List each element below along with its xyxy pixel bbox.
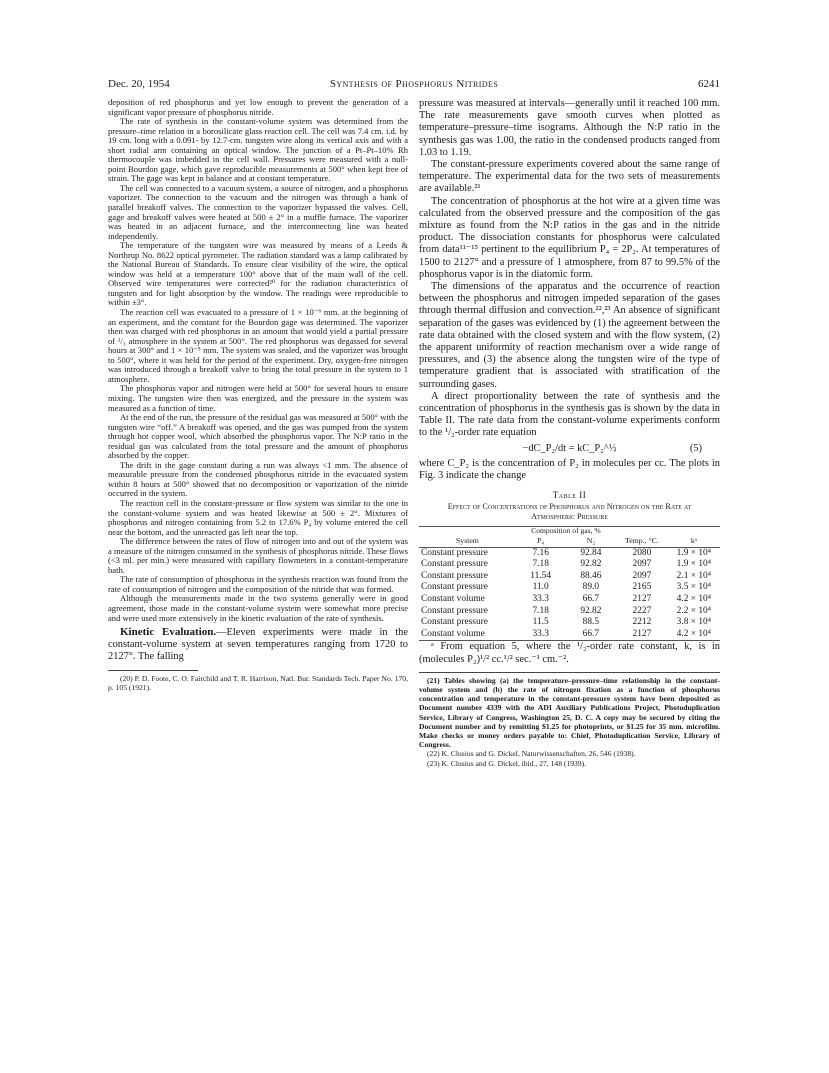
table-cell: 3.8 × 10⁴ (676, 617, 711, 628)
table-cell: 88.5 (582, 617, 600, 628)
left-paragraph: The cell was connected to a vacuum system, a source of nitrogen, and a phosphorus vaporizer. The connection to the vacuum and the nitrogen was through a bank of parallel breakoff valves. The connection to the vaporizer bypassed the valves. Cell, gage and breakoff valves were heated at 500 ± 2° in a muffle furnace. The vaporizer was heated in an adjacent furnace, and the interconnecting line was heated independently. (108, 182, 408, 241)
left-paragraph: The rate of consumption of phosphorus in the synthesis reaction was found from the rate of consumption of nitrogen and the composition of the nitride that was formed. (108, 574, 408, 594)
left-paragraph: The reaction cell in the constant-pressure or flow system was similar to the one in the constant-volume system and was heated likewise at 500 ± 2°. Mixtures of phosphorus and nitrogen containing from 5.2 to 17.6% P₄ by volume entered the cell near the bottom, and the unreacted gas left near the top. (108, 497, 408, 537)
right-paragraph: A direct proportionality between the rate of synthesis and the concentration of phosphorus in the synthesis gas is shown by the data in Table II. The rate data from the constant-volume experiments conform to the ¹/₂-order rate equation (419, 390, 720, 439)
table-label: Table II (552, 490, 587, 501)
table-row (419, 606, 720, 618)
table-cell: 33.3 (516, 629, 566, 641)
table-cell: 2097 (632, 570, 652, 581)
table-cell: 2127 (632, 594, 652, 605)
footnote-22: (22) K. Clusius and G. Dickel, Naturwissenschaften, 26, 546 (1938). (427, 749, 636, 759)
column-header: System (419, 535, 516, 547)
left-paragraph: Although the measurements made in the two systems generally were in good agreement, those made in the constant-volume system were somewhat more precise and were used more extensively in the kinetic evaluation of the rate of synthesis. (108, 593, 408, 623)
table-cell: 2.2 × 10⁴ (676, 605, 711, 616)
table-cell: 2.1 × 10⁴ (676, 570, 711, 581)
left-paragraph: The temperature of the tungsten wire was measured by means of a Leeds & Northrup No. 8622 optical pyrometer. The radiation standard was a lamp calibrated by the National Bureau of Standards. To ensure clear visibility of the wire, the optical window was held at a temperature 100° above that of the main wall of the cell. Observed wire temperatures were corrected²⁰ for the radiation characteristics of tungsten and for light absorption by the window. The readings were reproducible to within ±3°. (108, 240, 408, 308)
kinetic-evaluation-text: —Eleven experiments were made in the constant-volume system at seven temperatures ranging from 1720 to 2127°. The falling (108, 627, 408, 663)
table-caption: Effect of Concentrations of Phosphorus and Nitrogen on the Rate at Atmospheric Pressure (447, 502, 692, 522)
table-cell: 89.0 (582, 582, 600, 593)
table-cell: 2227 (632, 605, 652, 616)
left-paragraph: The difference between the rates of flow of nitrogen into and out of the system was a measure of the nitrogen consumed in the synthesis of phosphorus nitride. These flows (<3 ml. per min.) were measured with capillary flowmeters in a constant-temperature bath. (108, 536, 408, 575)
right-column (419, 98, 720, 768)
header-date: Dec. 20, 1954 (108, 78, 170, 90)
table-cell: Constant pressure (421, 559, 488, 570)
rate-equation-text: −dC_P₂/dt = kC_P₂^½ (522, 442, 617, 454)
table-footnote: ᵃ From equation 5, where the ¹/₂-order rate constant, k, is in (molecules P₂)¹/² cc.¹/² sec.⁻¹ cm.⁻². (419, 641, 720, 665)
table-header-row (419, 535, 720, 547)
table-row (419, 629, 720, 641)
footnote-21: (21) Tables showing (a) the temperature–pressure–time relationship in the constant-volume system and (b) the rate of nitrogen fixation as a function of phosphorus concentration and temperature in the constant-pressure system have been deposited as Document number 4339 with the ADI Auxiliary Publications Project, Photoduplication Service, Library of Congress, Washington 25, D. C. A copy may be secured by citing the Document number and by remitting $1.25 for photoprints, or $1.25 for 35 mm. microfilm. Make checks or money orders payable to: Chief, Photoduplication Service, Library of Congress. (419, 675, 720, 750)
table-cell: 11.0 (532, 582, 549, 593)
table-cell: 1.9 × 10⁴ (676, 559, 711, 570)
table-row (419, 547, 720, 559)
footnote-divider (419, 672, 720, 673)
table-row (419, 617, 720, 629)
footnote-23: (23) K. Clusius and G. Dickel, ibid., 27, 148 (1939). (427, 758, 587, 768)
table-cell: 7.18 (532, 559, 549, 570)
rate-equation (419, 442, 720, 456)
table-cell: 11.54 (530, 570, 552, 581)
page-number: 6241 (698, 78, 720, 90)
composition-header: Composition of gas, % (516, 527, 616, 536)
table-row (419, 559, 720, 571)
right-paragraph: The constant-pressure experiments covered about the same range of temperature. The experimental data for the two sets of measurements are available.²¹ (419, 159, 720, 195)
table-cell: 1.9 × 10⁴ (676, 547, 711, 558)
table-cell: Constant volume (421, 594, 485, 605)
equation-number: (5) (689, 442, 702, 454)
table-row (419, 594, 720, 606)
right-paragraph: The concentration of phosphorus at the hot wire at a given time was calculated from the observed pressure and the composition of the gas mixture as found from the N:P ratios in the gas and in the nitride product. The dissociation constants for phosphorus were calculated from data¹¹⁻¹⁵ pertinent to the equilibrium P₄ = 2P₂. At temperatures of 1500 to 2127° and a pressure of 1 atmosphere, from 87 to 99.5% of the phosphorus vapor is in the diatomic form. (419, 195, 720, 280)
table-cell: 2080 (632, 547, 652, 558)
table-cell: 66.7 (566, 629, 617, 641)
right-paragraph: pressure was measured at intervals—generally until it reached 100 mm. The rate measurements gave smooth curves when plotted as temperature–pressure–time isograms. Although the N:P ratio in the synthesis gas was 1.00, the ratio in the condensed products ranged from 1.03 to 1.19. (419, 98, 720, 158)
table-cell: 4.2 × 10⁴ (668, 629, 720, 641)
left-paragraph: The phosphorus vapor and nitrogen were held at 500° for several hours to ensure mixing. The tungsten wire then was energized, and the pressure in the system was measured as a function of time. (108, 383, 408, 413)
table-cell: 4.2 × 10⁴ (676, 594, 711, 605)
left-column (108, 98, 408, 692)
table-cell: 3.5 × 10⁴ (676, 582, 711, 593)
kinetic-evaluation-heading: Kinetic Evaluation. (120, 626, 217, 639)
table-cell: 2165 (632, 582, 652, 593)
table-cell: 92.82 (580, 559, 602, 570)
table-cell: 88.46 (580, 570, 602, 581)
table-cell: 92.82 (580, 605, 602, 616)
column-header: P₄ (516, 535, 566, 547)
table-cell: Constant pressure (421, 570, 488, 581)
table-cell: 7.18 (532, 605, 549, 616)
table-cell: 92.84 (580, 547, 602, 558)
left-paragraph: deposition of red phosphorus and yet low enough to prevent the generation of a significant vapor pressure of phosphorus nitride. (108, 97, 408, 117)
column-header: kᵃ (668, 535, 720, 547)
right-paragraph: where C_P₂ is the concentration of P₂ in molecules per cc. The plots in Fig. 3 indicate the change (419, 457, 720, 481)
right-paragraph: The dimensions of the apparatus and the occurrence of reaction between the phosphorus and nitrogen impeded separation of the gases through thermal diffusion and convection.²²,²³ An absence of significant separation of the gases was evidenced by (1) the agreement between the rate data obtained with the closed system and with the flow system, (2) the apparent uniformity of reaction mechanism over a wide range of pressures, and (3) the absence along the tungsten wire of the type of temperature gradient that is associated with stratification of the surrounding gases. (419, 281, 720, 390)
table-cell: Constant pressure (421, 605, 488, 616)
table-cell: 66.7 (582, 594, 600, 605)
left-paragraph: The rate of synthesis in the constant-volume system was determined from the pressure–time relation in a borosilicate glass reaction cell. The cell was 7.4 cm. i.d. by 19 cm. long with a 0.091- by 12.7-cm. tungsten wire along its vertical axis and with a short radial arm containing an optical window. The junction of a Pt–Pt–10% Rh thermocouple was imbedded in the cell wall. Pressures were measured with a null-point Bourdon gage, which gave reproducible measurements at 500° when kept free of strain. The gage was kept in balance and at constant temperature. (108, 116, 408, 184)
table-cell: 33.3 (532, 594, 549, 605)
footnote-20: (20) P. D. Foote, C. O. Fairchild and T. R. Harrison, Natl. Bur. Standards Tech. Paper No. 170, p. 105 (1921). (108, 673, 408, 692)
table-cell: Constant pressure (421, 617, 488, 628)
left-paragraph: The reaction cell was evacuated to a pressure of 1 × 10⁻⁶ mm. at the beginning of an experiment, and the constant for the Bourdon gage was determined. The vaporizer then was charged with red phosphorus in an amount that would yield a partial pressure of ¹/₃ atmosphere in the system at 500°. The red phosphorus was degassed for several hours at 300° and 1 × 10⁻⁵ mm. The system was sealed, and the vaporizer was brought to 500°, where it was held for the period of the experiment. Dry, oxygen-free nitrogen was introduced through a breakoff valve to bring the total pressure in the system to 1 atmosphere. (108, 307, 408, 384)
left-paragraph: At the end of the run, the pressure of the residual gas was measured at 500° with the tungsten wire “off.” A breakoff was opened, and the gas was pumped from the system through hot copper wool, which absorbed the phosphorus vapor. The N:P ratio in the residual gas was calculated from the total pressure and the amount of phosphorus absorbed by the copper. (108, 412, 408, 461)
table-cell: Constant volume (419, 629, 516, 641)
running-header (108, 78, 720, 92)
table-row (419, 571, 720, 583)
column-header: Temp., °C. (616, 535, 668, 547)
footnote-divider (108, 670, 198, 671)
table-cell: 2097 (632, 559, 652, 570)
data-table (419, 526, 720, 641)
table-row (419, 582, 720, 594)
left-paragraph: The drift in the gage constant during a run was always <1 mm. The absence of measurable pressure from the condensed phosphorus nitride in the evacuated system within 8 hours at 500° showed that no decomposition or vaporization of the nitride occurred in the system. (108, 459, 408, 499)
table-cell: Constant pressure (421, 582, 488, 593)
table-cell: 7.16 (532, 547, 549, 558)
table-cell: 2127 (616, 629, 668, 641)
kinetic-evaluation-paragraph (108, 626, 408, 664)
table-cell: 2212 (632, 617, 652, 628)
table-cell: Constant pressure (421, 547, 488, 558)
column-header: N₂ (566, 535, 617, 547)
table-cell: 11.5 (532, 617, 549, 628)
header-title: Synthesis of Phosphorus Nitrides (329, 78, 499, 90)
